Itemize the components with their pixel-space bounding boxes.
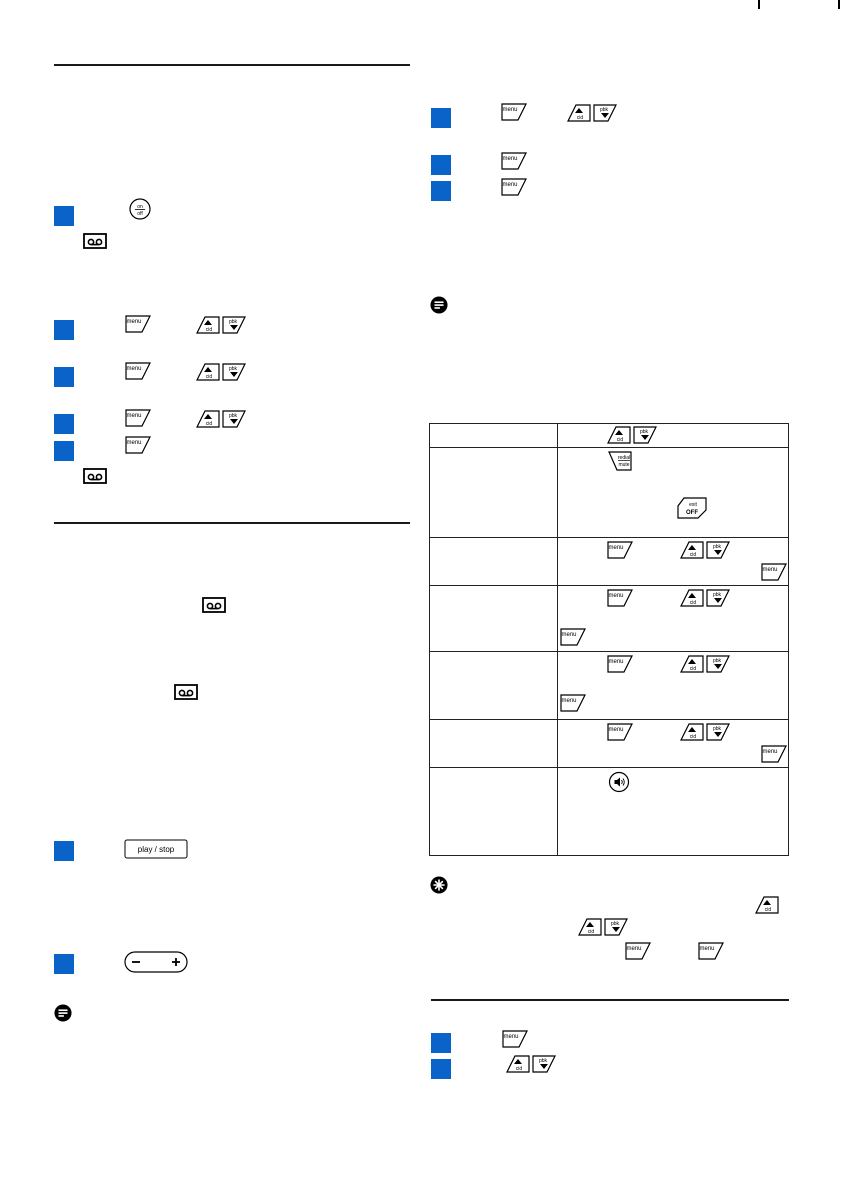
cid-up-arrow-key-icon: [195, 362, 221, 382]
menu-softkey-icon: [760, 744, 788, 764]
step-marker: [54, 367, 74, 387]
pbk-down-arrow-key-icon: [705, 654, 731, 674]
menu-softkey-icon: [124, 435, 152, 455]
menu-softkey-icon: [500, 151, 528, 171]
table-cell: [430, 652, 558, 720]
speaker-key-icon: [608, 771, 630, 793]
page-edge-mark: [838, 0, 840, 9]
menu-softkey-icon: [760, 562, 788, 582]
menu-softkey-icon: [606, 654, 634, 674]
table-cell: [558, 538, 789, 586]
pbk-down-arrow-key-icon: [632, 425, 658, 445]
cid-up-arrow-key-icon: [195, 409, 221, 429]
step-marker: [54, 841, 74, 861]
menu-softkey-icon: [606, 722, 634, 742]
pbk-down-arrow-key-icon: [705, 540, 731, 560]
table-cell: [558, 768, 789, 856]
table-row: [430, 538, 789, 586]
table-row: [430, 448, 789, 538]
step-marker: [54, 320, 74, 340]
cid-up-arrow-key-icon: [679, 540, 705, 560]
answering-machine-icon: [83, 468, 107, 484]
table-cell: [558, 448, 789, 538]
exit-off-key-icon: [676, 496, 708, 520]
table-row: [430, 652, 789, 720]
menu-softkey-icon: [501, 1029, 529, 1049]
note-icon: [54, 1004, 72, 1022]
answering-machine-icon: [202, 597, 226, 613]
menu-softkey-icon: [606, 588, 634, 608]
table-row: [430, 424, 789, 448]
answering-machine-icon: [83, 233, 107, 249]
cid-up-arrow-key-icon: [679, 722, 705, 742]
pbk-down-arrow-key-icon: [221, 315, 247, 335]
menu-softkey-icon: [624, 941, 652, 961]
pbk-down-arrow-key-icon: [531, 1054, 557, 1074]
note-icon: [430, 296, 448, 314]
menu-softkey-icon: [124, 314, 152, 334]
cid-up-arrow-key-icon: [195, 315, 221, 335]
table-cell: [558, 586, 789, 652]
table-cell: [558, 424, 789, 448]
table-cell: [430, 424, 558, 448]
page-edge-mark: [758, 0, 760, 9]
section-rule: [54, 64, 410, 66]
step-marker: [431, 1033, 451, 1053]
play-stop-button-icon: [124, 839, 188, 859]
table-cell: [430, 448, 558, 538]
on-off-button-icon: [128, 197, 152, 221]
step-marker: [54, 954, 74, 974]
menu-softkey-icon: [606, 540, 634, 560]
cid-up-arrow-key-icon: [754, 895, 780, 915]
table-cell: [430, 538, 558, 586]
cid-up-arrow-key-icon: [679, 654, 705, 674]
tip-icon: [430, 876, 448, 894]
menu-softkey-icon: [559, 693, 587, 713]
volume-minus-plus-icon: [124, 951, 188, 973]
menu-softkey-icon: [124, 408, 152, 428]
menu-softkey-icon: [500, 102, 528, 122]
pbk-down-arrow-key-icon: [221, 362, 247, 382]
step-marker: [54, 206, 74, 226]
table-cell: [430, 720, 558, 768]
table-cell: [558, 720, 789, 768]
menu-softkey-icon: [697, 941, 725, 961]
cid-up-arrow-key-icon: [606, 425, 632, 445]
table-row: [430, 720, 789, 768]
pbk-down-arrow-key-icon: [705, 588, 731, 608]
pbk-down-arrow-key-icon: [705, 722, 731, 742]
step-marker: [54, 414, 74, 434]
step-marker: [431, 155, 451, 175]
answering-machine-icon: [174, 684, 198, 700]
cid-up-arrow-key-icon: [566, 103, 592, 123]
pbk-down-arrow-key-icon: [221, 409, 247, 429]
step-marker: [54, 441, 74, 461]
table-cell: [430, 586, 558, 652]
section-rule: [431, 999, 789, 1001]
function-table: [429, 423, 789, 856]
pbk-down-arrow-key-icon: [592, 103, 618, 123]
menu-softkey-icon: [559, 627, 587, 647]
section-rule: [54, 522, 410, 524]
table-cell: [430, 768, 558, 856]
redial-mute-key-icon: [607, 450, 633, 472]
step-marker: [431, 1059, 451, 1079]
menu-softkey-icon: [124, 361, 152, 381]
table-cell: [558, 652, 789, 720]
table-row: [430, 586, 789, 652]
step-marker: [431, 108, 451, 128]
table-row: [430, 768, 789, 856]
pbk-down-arrow-key-icon: [603, 917, 629, 937]
step-marker: [431, 181, 451, 201]
cid-up-arrow-key-icon: [505, 1054, 531, 1074]
cid-up-arrow-key-icon: [679, 588, 705, 608]
menu-softkey-icon: [500, 177, 528, 197]
cid-up-arrow-key-icon: [577, 917, 603, 937]
